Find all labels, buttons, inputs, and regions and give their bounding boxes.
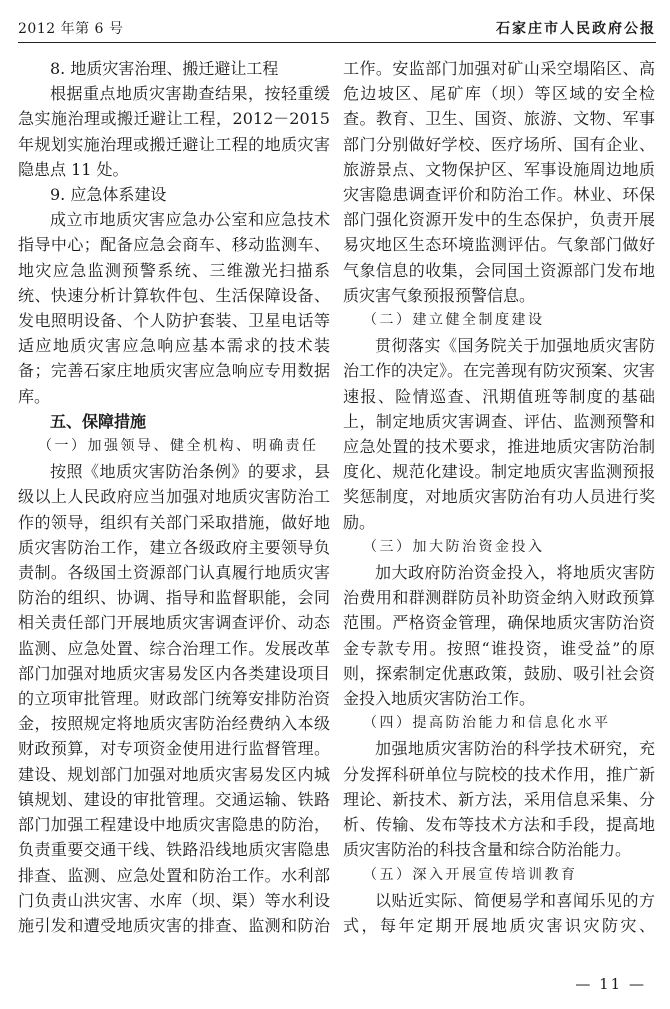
subsection-4-heading: （四）提高防治能力和信息化水平 xyxy=(363,715,611,732)
subsection-1-heading: （一）加强领导、健全机构、明确责任 xyxy=(38,438,319,455)
issue-label: 2012 年第 6 号 xyxy=(18,21,124,37)
subsection-5-paragraph: 以贴近实际、简便易学和喜闻乐见的方式，每年定期开展地质灾害识灾防灾、 xyxy=(343,890,655,935)
subsection-1-paragraph: 按照《地质灾害防治条例》的要求，县级以上人民政府应当加强对地质灾害防治工作的领导，组织有关部门采取措施，做好地质灾害防治工作，建立各级政府主要领导负责制。各级国土资源部门认真履行地质灾害防治的组织、协调、指导和监督职能，会同相关责任部门开展地质灾害调查评价、动态监测、应急处置、综合治理工作。发展改革部门加强对地质灾害易发区内各类建设项目的立项审批管理。财政部门统筹安排防治资金，按照规定将地质灾害防治经费纳入本级财政预算，对专项资金使用进行监督管理。建设、规划部门加强对地质灾害易发区内城镇规划、建设的审批管理。交通运输、铁路部门加强工程建设中地质灾害隐患的防治，负责重要交通干线、铁路沿线地质灾害隐患排查、监测、应急处置和防治工作。水利部门负责山洪灾害、水库（坝、渠）等水利设施引发和遭受地质灾害的排查、监测和防治 xyxy=(18,462,330,935)
subsection-1-paragraph-continued: 工作。安监部门加强对矿山采空塌陷区、高危边坡区、尾矿库（坝）等区域的安全检查。教育、卫生、国资、旅游、文物、军事部门分别做好学校、医疗场所、国有企业、旅游景点、文物保护区、军事设施周边地质灾害隐患调查评价和防治工作。林业、环保部门强化资源开发中的生态保护，负责开展易灾地区生态环境监测评估。气象部门做好气象信息的收集，会同国土资源部门发布地质灾害气象预报预警信息。 xyxy=(343,59,655,305)
running-header xyxy=(18,16,656,43)
subsection-2-heading: （二）建立健全制度建设 xyxy=(363,312,545,329)
section-8-heading: 8. 地质灾害治理、搬迁避让工程 xyxy=(50,59,279,78)
subsection-2-paragraph: 贯彻落实《国务院关于加强地质灾害防治工作的决定》。在完善现有防灾预案、灾害速报、险情巡查、汛期值班等制度的基础上，制定地质灾害调查、评估、监测预警和应急处置的技术要求，推进地质灾害防治制度化、规范化建设。制定地质灾害监测预报奖惩制度，对地质灾害防治有功人员进行奖励。 xyxy=(343,336,656,532)
subsection-3-heading: （三）加大防治资金投入 xyxy=(363,538,545,555)
section-9-heading: 9. 应急体系建设 xyxy=(50,185,167,205)
left-column xyxy=(18,56,330,938)
part-5-heading: 五、保障措施 xyxy=(50,411,147,431)
right-column xyxy=(343,56,655,938)
subsection-4-paragraph: 加强地质灾害防治的科学技术研究，充分发挥科研单位与院校的技术作用，推广新理论、新技术、新方法，采用信息采集、分析、传输、发布等技术方法和手段，提高地质灾害防治的科技含量和综合防治能力。 xyxy=(343,739,655,860)
subsection-5-heading: （五）深入开展宣传培训教育 xyxy=(363,866,578,883)
section-9-paragraph: 成立市地质灾害应急办公室和应急技术指导中心；配备应急会商车、移动监测车、地灾应急监测预警系统、三维激光扫描系统、快速分析计算软件包、生活保障设备、发电照明设备、个人防护套装、卫星电话等适应地质灾害应急响应基本需求的技术装备；完善石家庄地质灾害应急响应专用数据库。 xyxy=(18,210,330,406)
subsection-3-paragraph: 加大政府防治资金投入，将地质灾害防治费用和群测群防员补助资金纳入财政预算范围。严格资金管理，确保地质灾害防治资金专款专用。按照“谁投资，谁受益”的原则，探索制定优惠政策，鼓励、吸引社会资金投入地质灾害防治工作。 xyxy=(343,563,655,709)
section-8-paragraph: 根据重点地质灾害勘查结果，按轻重缓急实施治理或搬迁避让工程，2012－2015 年规划实施治理或搬迁避让工程的地质灾害隐患点 11 处。 xyxy=(18,84,330,179)
page-number: — 11 — xyxy=(575,975,646,993)
publication-title: 石家庄市人民政府公报 xyxy=(496,21,656,37)
